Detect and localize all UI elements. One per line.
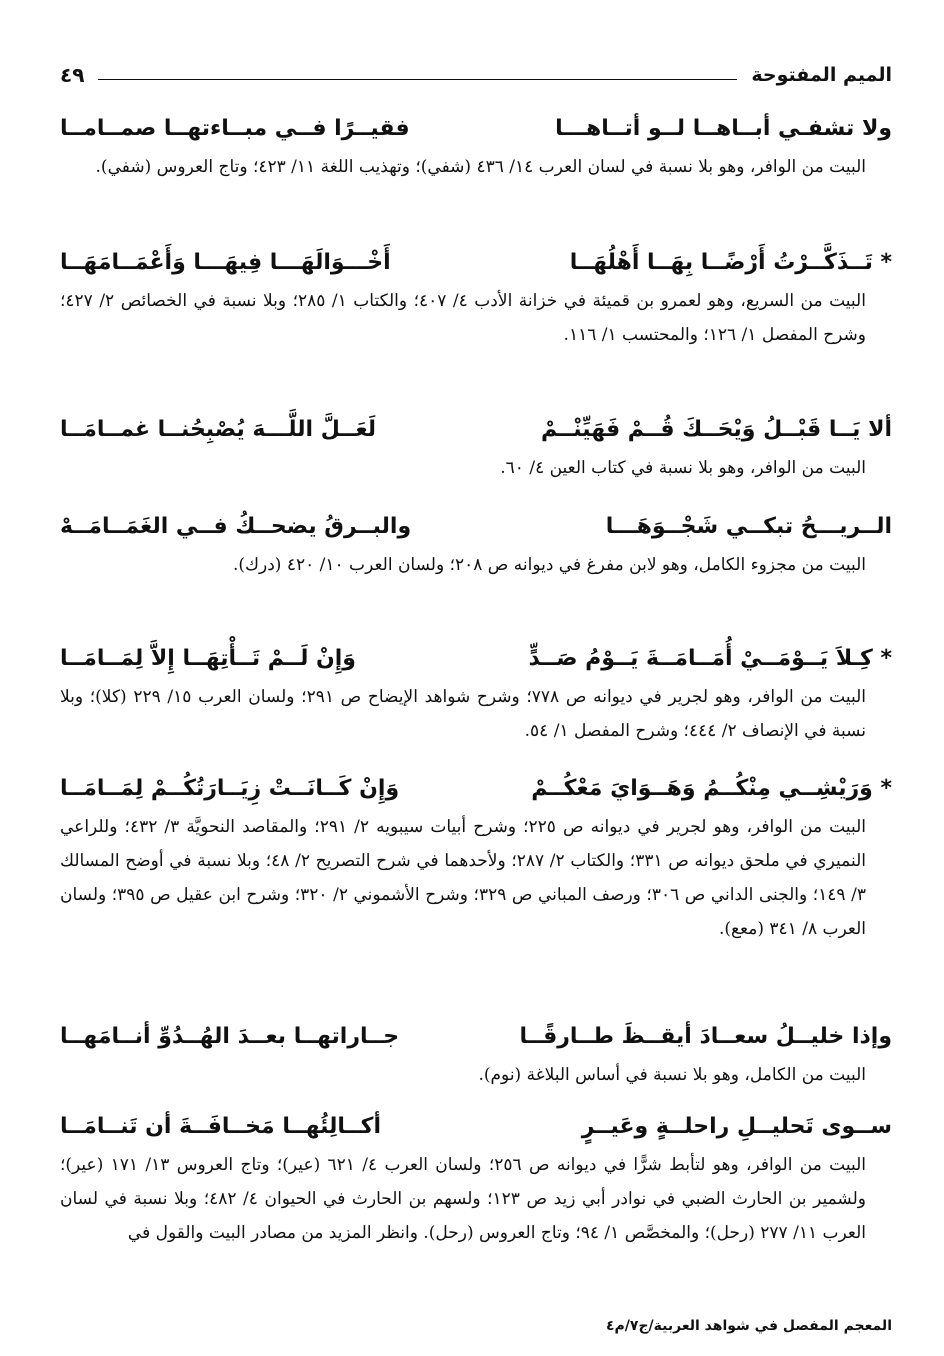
verse-entry	[60, 512, 892, 582]
source-note: البيت من الوافر، وهو بلا نسبة في لسان العرب ١٤/ ٤٣٦ (شفي)؛ وتهذيب اللغة ١١/ ٤٢٣؛ وتاج العروس (شفي).	[95, 157, 866, 177]
verse-line	[60, 644, 892, 674]
second-hemistich: والبــرقُ يضحــكُ فــي الغَمَــامَــهْ	[60, 514, 412, 539]
verse-entry	[60, 248, 892, 352]
first-hemistich: الــريـــحُ تبكــي شَجْــوَهَـــا	[605, 514, 892, 539]
verse-entry	[60, 1112, 892, 1250]
verse-line	[60, 114, 892, 144]
header-rule	[98, 79, 737, 80]
source-note: البيت من الوافر، وهو لجرير في ديوانه ص ٢٢٥؛ وشرح أبيات سيبويه ٢/ ٢٩١؛ والمقاصد النحويَّة ٣/ ٤٣٢؛ وللراعي النميري في ملحق ديوانه ص ٣٣١؛ والكتاب ٢/ ٢٨٧؛ ولأحدهما في شرح التصريح ٢/ ٤٨؛ وبلا نسبة في أوضح المسالك ٣/ ١٤٩؛ والجنى الداني ص ٣٠٦؛ ورصف المباني ص ٣٢٩؛ وشرح الأشموني ٢/ ٣٢٠؛ وشرح ابن عقيل ص ٣٩٥؛ ولسان العرب ٨/ ٣٤١ (معع).	[60, 817, 867, 939]
second-hemistich: وَإِنْ كَــانَــتْ زِيَــارَتُكُــمْ لِمَــامَــا	[60, 776, 400, 801]
verse-line	[60, 248, 892, 278]
source-note: البيت من الوافر، وهو لتأبط شرًّا في ديوانه ص ٢٥٦؛ ولسان العرب ٤/ ٦٢١ (عير)؛ وتاج العروس ١٣/ ١٧١ (عير)؛ ولشمير بن الحارث الضبي في نوادر أبي زيد ص ١٢٣؛ ولسهم بن الحارث في الحيوان ٤/ ٤٨٢؛ وبلا نسبة في لسان العرب ١١/ ٢٧٧ (رحل)؛ والمخصَّص ١/ ٩٤؛ وتاج العروس (رحل). وانظر المزيد من مصادر البيت والقول في	[60, 1155, 867, 1243]
second-hemistich: أَخْـــوَالَهَـــا فِيهَـــا وَأَعْمَــامَهَــا	[60, 250, 391, 275]
second-hemistich: فقيــرًا فــي مبــاءتهــا صمــامــا	[60, 116, 410, 141]
first-hemistich: وإذا خليــلُ سعــادَ أيقــظَ طــارقًــا	[519, 1024, 892, 1049]
second-hemistich: لَعَــلَّ اللَّـــهَ يُصْبِحُنــا غمــامَــا	[60, 417, 377, 442]
verse-entry	[60, 114, 892, 184]
source-note: البيت من الوافر، وهو لجرير في ديوانه ص ٧٧٨؛ وشرح شواهد الإيضاح ص ٢٩١؛ ولسان العرب ١٥/ ٢٢٩ (كلا)؛ وبلا نسبة في الإنصاف ٢/ ٤٤٤؛ وشرح المفصل ١/ ٥٤.	[60, 687, 866, 741]
second-hemistich: جــاراتهــا بعــدَ الهُــدُوِّ أنــامَهــا	[60, 1024, 400, 1049]
source-note: البيت من الوافر، وهو بلا نسبة في كتاب العين ٤/ ٦٠.	[500, 458, 866, 478]
page-number: ٤٩	[60, 63, 85, 87]
first-hemistich: ألا يَــا قَبْــلُ وَيْحَــكَ قُــمْ فَهَيِّنْــمْ	[540, 417, 892, 442]
first-hemistich: ولا تشفـي أبــاهــا لــو أتــاهـــا	[555, 116, 892, 141]
verse-line	[60, 512, 892, 542]
verse-line	[60, 1022, 892, 1052]
verse-entry	[60, 774, 892, 946]
first-hemistich: * كِـلاَ يَــوْمَــيْ أُمَــامَــةَ يَــوْمُ صَــدٍّ	[528, 646, 892, 671]
page-footer: المعجم المفصل في شواهد العربية/ج٧/م٤	[606, 1318, 892, 1334]
second-hemistich: وَإِنْ لَــمْ تَــأْتِهَــا إِلاَّ لِمَــامَــا	[60, 646, 356, 671]
verse-entry	[60, 415, 892, 485]
verse-line	[60, 1112, 892, 1142]
source-note: البيت من الكامل، وهو بلا نسبة في أساس البلاغة (نوم).	[478, 1065, 866, 1085]
verse-entry	[60, 1022, 892, 1092]
source-note: البيت من السريع، وهو لعمرو بن قميئة في خزانة الأدب ٤/ ٤٠٧؛ والكتاب ١/ ٢٨٥؛ وبلا نسبة في الخصائص ٢/ ٤٢٧؛ وشرح المفصل ١/ ١٢٦؛ والمحتسب ١/ ١١٦.	[60, 291, 866, 345]
header-title: الميم المفتوحة	[751, 64, 892, 86]
first-hemistich: * وَرَيْشِــي مِنْكُــمُ وَهَــوَايَ مَعْكُــمْ	[531, 776, 892, 801]
first-hemistich: ســوى تَحليــلِ راحلــةٍ وعَيــرٍ	[581, 1114, 892, 1139]
verse-line	[60, 415, 892, 445]
verse-line	[60, 774, 892, 804]
second-hemistich: أكــالِئُهــا مَخــافَــةَ أن تَنــامَــا	[60, 1114, 382, 1139]
verse-entry	[60, 644, 892, 748]
running-header	[60, 58, 892, 92]
source-note: البيت من مجزوء الكامل، وهو لابن مفرغ في ديوانه ص ٢٠٨؛ ولسان العرب ١٠/ ٤٢٠ (درك).	[232, 555, 866, 575]
page	[60, 0, 892, 1356]
first-hemistich: * تَــذَكَّــرْتُ أَرْضًــا بِهَــا أَهْلُهَــا	[569, 250, 892, 275]
